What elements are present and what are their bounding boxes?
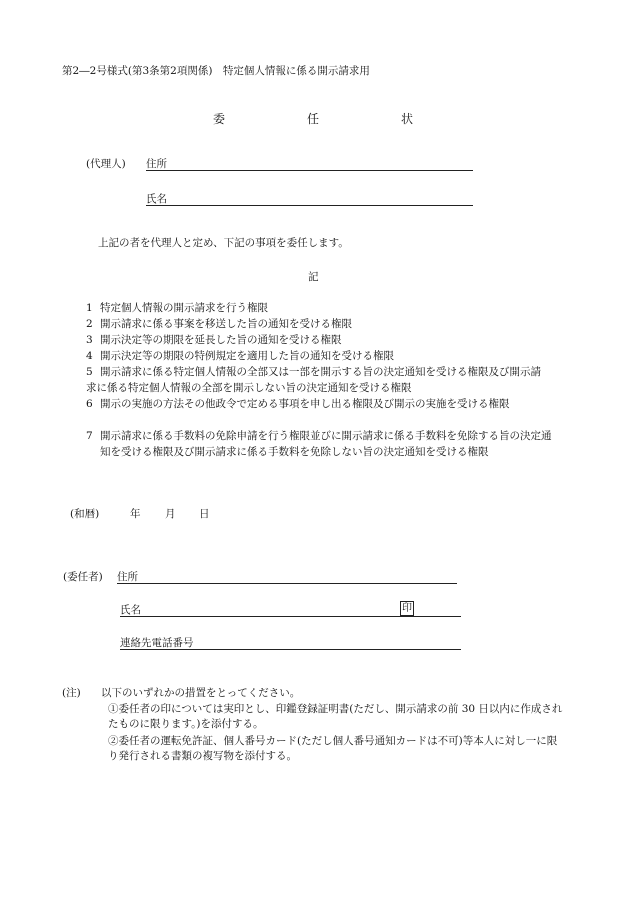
authority-item-5	[86, 364, 546, 396]
principal-label: (委任者)	[63, 571, 103, 583]
principal-phone-field[interactable]	[120, 649, 461, 650]
item-text: 開示請求に係る事案を移送した旨の通知を受ける権限	[100, 318, 352, 330]
item-number: 2	[86, 318, 93, 330]
agent-address-label: 住所	[146, 158, 167, 170]
delegation-statement: 上記の者を代理人と定め、下記の事項を委任します。	[98, 237, 349, 249]
agent-label: (代理人)	[86, 158, 126, 170]
item-text: 特定個人情報の開示請求を行う権限	[100, 302, 268, 314]
title-char-1: 委	[213, 112, 226, 126]
notes-intro: 以下のいずれかの措置をとってください。	[101, 687, 301, 699]
principal-address-field[interactable]	[117, 583, 457, 584]
title-char-2: 任	[307, 112, 320, 126]
note-1-text: ①委任者の印については実印とし、印鑑登録証明書(ただし、開示請求の前 30 日以内に作成されたものに限ります。)を添付する。	[108, 703, 563, 730]
principal-name-field[interactable]	[120, 616, 461, 617]
authority-item-4	[86, 349, 556, 364]
agent-address-field[interactable]	[146, 170, 473, 171]
item-number: 6	[86, 398, 93, 410]
principal-address-label: 住所	[117, 571, 138, 583]
date-year-label: 年	[130, 508, 141, 520]
principal-name-label: 氏名	[120, 604, 141, 616]
item-text: 開示決定等の期限を延長した旨の通知を受ける権限	[100, 334, 342, 346]
date-month-label: 月	[165, 508, 176, 520]
item-number: 4	[86, 350, 93, 362]
title-char-3: 状	[401, 112, 414, 126]
authority-item-7	[86, 428, 556, 460]
notes-label: (注)	[62, 687, 81, 699]
authority-item-6	[86, 396, 556, 412]
agent-name-field[interactable]	[146, 205, 473, 206]
form-header: 第2―2号様式(第3条第2項関係) 特定個人情報に係る開示請求用	[62, 65, 370, 77]
item-text: 開示の実施の方法その他政令で定める事項を申し出る権限及び開示の実施を受ける権限	[100, 398, 510, 410]
date-era-label: (和暦)	[70, 508, 100, 520]
note-2-text: ②委任者の運転免許証、個人番号カード(ただし個人番号通知カードは不可)等本人に対し一に限り発行される書類の複写物を添付する。	[108, 735, 558, 762]
ki-heading: 記	[308, 271, 319, 283]
note-1	[108, 702, 566, 731]
date-day-label: 日	[199, 508, 210, 520]
item-number: 1	[86, 302, 93, 314]
authority-item-1	[86, 301, 556, 316]
item-text: 開示決定等の期限の特例規定を適用した旨の通知を受ける権限	[100, 350, 394, 362]
item-text: 開示請求に係る特定個人情報の全部又は一部を開示する旨の決定通知を受ける権限及び開示請求に係る特定個人情報の全部を開示しない旨の決定通知を受ける権限	[86, 366, 541, 394]
item-number: 5	[86, 366, 93, 378]
principal-phone-label: 連絡先電話番号	[120, 637, 194, 649]
authority-item-3	[86, 333, 556, 348]
agent-name-label: 氏名	[146, 193, 167, 205]
authority-item-2	[86, 317, 556, 332]
item-text: 開示請求に係る手数料の免除申請を行う権限並びに開示請求に係る手数料を免除する旨の決定通知を受ける権限及び開示請求に係る手数料を免除しない旨の決定通知を受ける権限	[100, 430, 552, 458]
note-2	[108, 734, 566, 763]
item-number: 7	[86, 430, 93, 442]
seal-mark: 印	[402, 603, 412, 614]
item-number: 3	[86, 334, 93, 346]
